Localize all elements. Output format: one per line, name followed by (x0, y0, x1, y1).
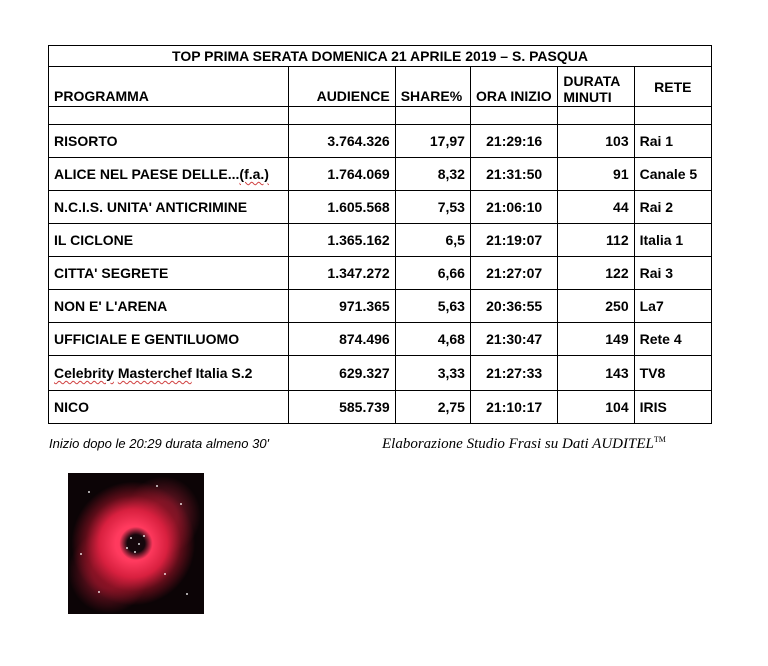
cell-rete: IRIS (634, 391, 711, 424)
ratings-table (48, 45, 712, 424)
cell-audience: 1.347.272 (288, 257, 395, 290)
cell-rete: TV8 (634, 356, 711, 391)
cell-share: 6,66 (395, 257, 470, 290)
table-row (49, 191, 712, 224)
cell-audience: 3.764.326 (288, 125, 395, 158)
cell-rete: Rai 2 (634, 191, 711, 224)
cell-ora-inizio: 21:10:17 (470, 391, 557, 424)
table-row (49, 323, 712, 356)
header-programma: PROGRAMMA (49, 67, 289, 107)
spacer-row (49, 107, 712, 125)
cell-programma-suffix: (f.a.) (239, 166, 269, 182)
cell-programma-part-a: Celebrity (54, 365, 114, 381)
cell-programma-part-c: Italia S.2 (191, 365, 253, 381)
cell-ora-inizio: 21:31:50 (470, 158, 557, 191)
cell-programma: UFFICIALE E GENTILUOMO (49, 323, 289, 356)
cell-programma (49, 356, 289, 391)
table-row (49, 158, 712, 191)
cell-audience: 971.365 (288, 290, 395, 323)
cell-programma: N.C.I.S. UNITA' ANTICRIMINE (49, 191, 289, 224)
cell-audience: 629.327 (288, 356, 395, 391)
header-durata-line1: DURATA (563, 73, 621, 89)
cell-audience: 1.365.162 (288, 224, 395, 257)
cell-rete: La7 (634, 290, 711, 323)
header-row (49, 67, 712, 107)
cell-ora-inizio: 21:06:10 (470, 191, 557, 224)
header-durata-line2: MINUTI (563, 89, 612, 105)
table-row (49, 356, 712, 391)
table-row (49, 391, 712, 424)
cell-durata: 143 (558, 356, 634, 391)
cell-share: 3,33 (395, 356, 470, 391)
cell-audience: 1.764.069 (288, 158, 395, 191)
cell-durata: 149 (558, 323, 634, 356)
cell-ora-inizio: 21:29:16 (470, 125, 557, 158)
cell-audience: 1.605.568 (288, 191, 395, 224)
cell-audience: 585.739 (288, 391, 395, 424)
table-title-row (49, 46, 712, 67)
cell-durata: 91 (558, 158, 634, 191)
cell-share: 7,53 (395, 191, 470, 224)
cell-durata: 112 (558, 224, 634, 257)
cell-durata: 44 (558, 191, 634, 224)
cell-programma-title: ALICE NEL PAESE DELLE... (54, 166, 240, 182)
cell-programma: CITTA' SEGRETE (49, 257, 289, 290)
cell-rete: Rai 1 (634, 125, 711, 158)
cell-programma: NICO (49, 391, 289, 424)
cell-programma (49, 158, 289, 191)
rosette-nebula-photo-icon (68, 473, 204, 614)
cell-audience: 874.496 (288, 323, 395, 356)
table-row (49, 224, 712, 257)
footnote-source-text: Elaborazione Studio Frasi su Dati AUDITEL (382, 436, 654, 452)
cell-ora-inizio: 21:19:07 (470, 224, 557, 257)
cell-programma: RISORTO (49, 125, 289, 158)
cell-ora-inizio: 21:30:47 (470, 323, 557, 356)
cell-rete: Canale 5 (634, 158, 711, 191)
footnote-criteria: Inizio dopo le 20:29 durata almeno 30' (49, 436, 270, 451)
table-title: TOP PRIMA SERATA DOMENICA 21 APRILE 2019 – S. PASQUA (49, 46, 712, 67)
cell-durata: 104 (558, 391, 634, 424)
header-ora-inizio: ORA INIZIO (470, 67, 557, 107)
cell-rete: Rai 3 (634, 257, 711, 290)
cell-share: 6,5 (395, 224, 470, 257)
cell-share: 17,97 (395, 125, 470, 158)
cell-rete: Italia 1 (634, 224, 711, 257)
cell-durata: 103 (558, 125, 634, 158)
trademark-mark: TM (653, 435, 666, 444)
header-rete: RETE (634, 67, 711, 107)
cell-share: 8,32 (395, 158, 470, 191)
cell-ora-inizio: 21:27:33 (470, 356, 557, 391)
cell-programma-part-b: Masterchef (117, 365, 192, 381)
cell-durata: 122 (558, 257, 634, 290)
header-share: SHARE% (395, 67, 470, 107)
cell-programma: NON E' L'ARENA (49, 290, 289, 323)
cell-programma: IL CICLONE (49, 224, 289, 257)
cell-durata: 250 (558, 290, 634, 323)
table-row (49, 290, 712, 323)
cell-share: 2,75 (395, 391, 470, 424)
cell-rete: Rete 4 (634, 323, 711, 356)
table-row (49, 257, 712, 290)
cell-ora-inizio: 21:27:07 (470, 257, 557, 290)
cell-share: 5,63 (395, 290, 470, 323)
cell-ora-inizio: 20:36:55 (470, 290, 557, 323)
cell-share: 4,68 (395, 323, 470, 356)
table-row (49, 125, 712, 158)
header-audience: AUDIENCE (288, 67, 395, 107)
header-durata (558, 67, 634, 107)
footnote-source (382, 435, 666, 453)
